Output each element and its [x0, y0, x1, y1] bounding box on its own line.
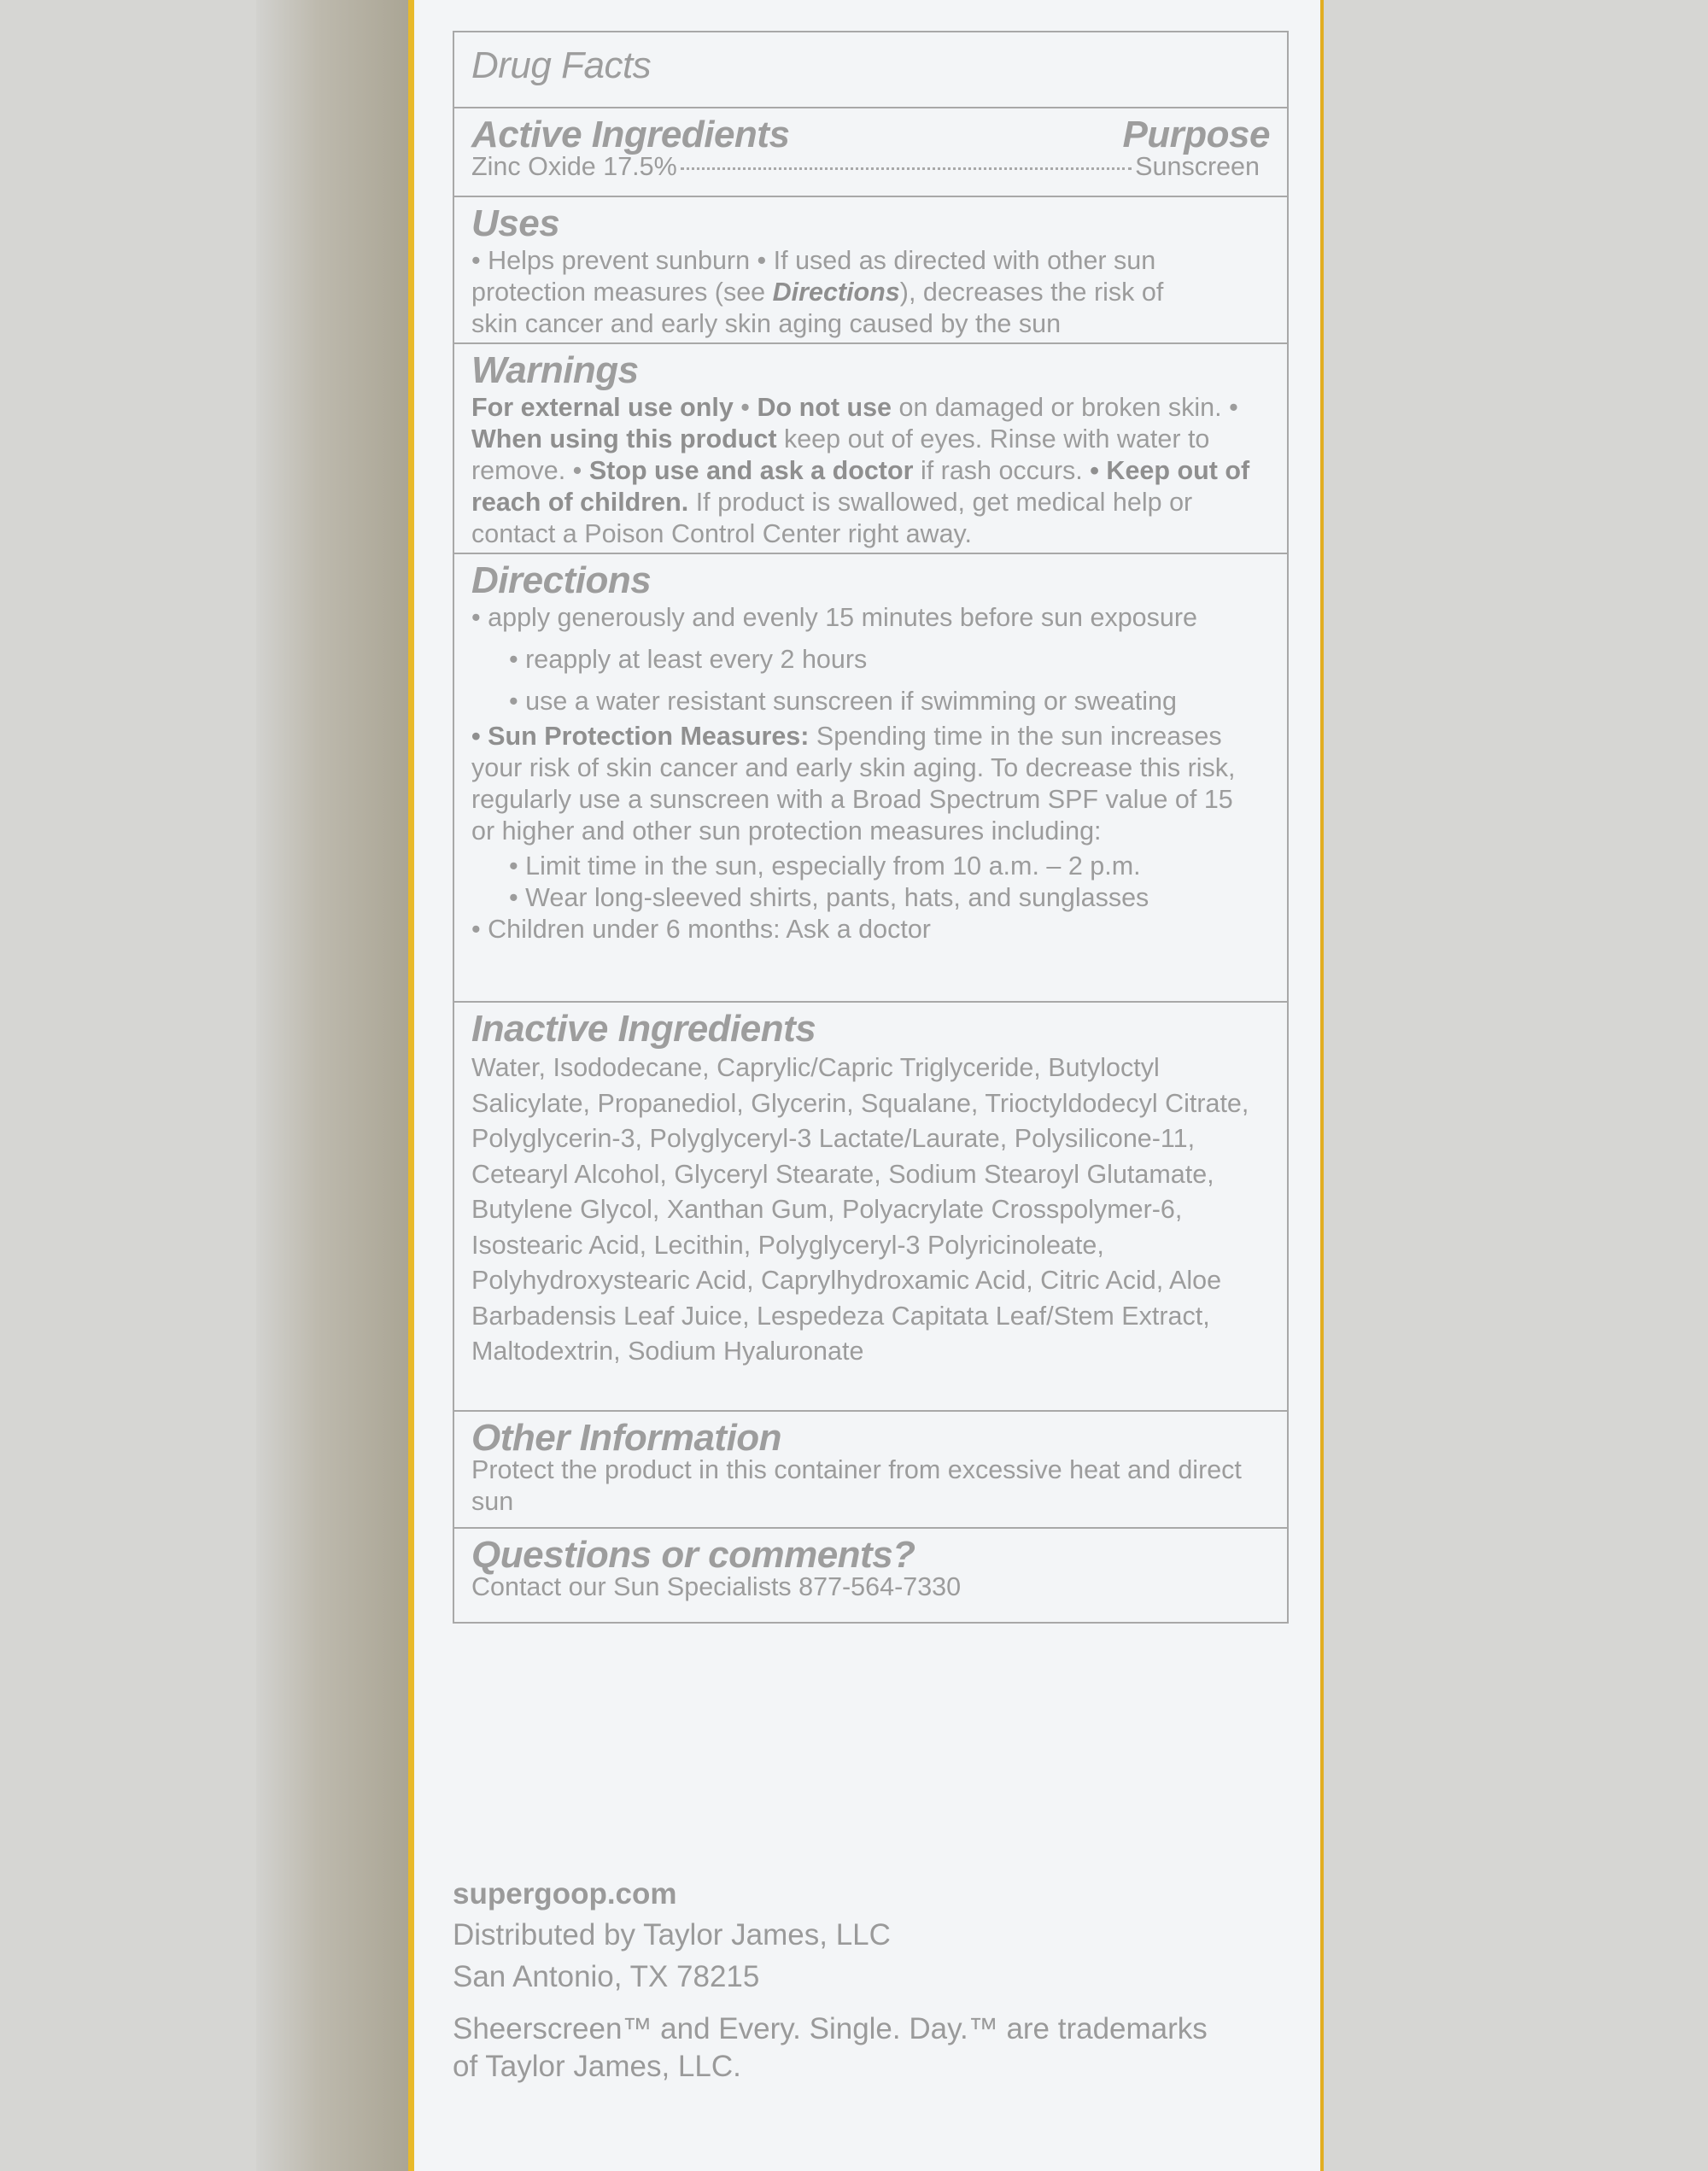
inactive-text: Water, Isododecane, Caprylic/Capric Triglyceride, Butyloctyl Salicylate, Propanediol, Glycerin, Squalane, Trioctyldodecyl Citrate, Polyglycerin-3, Polyglyceryl-3 Lactate/Laurate, Polysilicone-11, Cetearyl Alcohol, Glyceryl Stearate, Sodium Stearoyl Glutamate, Butylene Glycol, Xanthan Gum, Polyacrylate Crosspolymer-6, Isostearic Acid, Lecithin, Polyglyceryl-3 Polyricinoleate, Polyhydroxystearic Acid, Caprylhydroxamic Acid, Citric Acid, Aloe Barbadensis Leaf Juice, Lespedeza Capitata Leaf/Stem Extract, Maltodextrin, Sodium Hyaluronate	[471, 1053, 1249, 1366]
drug-facts-title: Drug Facts	[471, 44, 652, 86]
spm-text: Spending time in the sun increases your risk of skin cancer and early skin aging. To decrease this risk, regularly use a sunscreen with a Broad Spectrum SPF value of 15 or higher and other sun protection measures including:	[471, 722, 1236, 846]
w-bold: • Keep out of reach of children.	[471, 456, 1250, 517]
warnings-heading: Warnings	[471, 349, 639, 391]
warnings-section	[454, 342, 1287, 553]
trademark-line-2: of Taylor James, LLC.	[453, 2050, 741, 2083]
active-ingredients-section	[454, 107, 1287, 196]
questions-section	[454, 1527, 1287, 1622]
direction-item: • Children under 6 months: Ask a doctor	[471, 915, 931, 944]
direction-item: • Limit time in the sun, especially from 10 a.m. – 2 p.m.	[509, 851, 1141, 881]
w-bold: Do not use	[757, 393, 892, 422]
w-text: on damaged or broken skin. •	[892, 393, 1238, 422]
uses-text	[471, 245, 1270, 340]
drug-facts-title-section	[454, 32, 1287, 107]
direction-item: • use a water resistant sunscreen if swimming or sweating	[509, 687, 1177, 716]
directions-heading: Directions	[471, 559, 652, 601]
w-bold: When using this product	[471, 424, 777, 454]
warnings-text	[471, 392, 1270, 550]
uses-section	[454, 196, 1287, 342]
questions-heading: Questions or comments?	[471, 1534, 915, 1576]
background-shadow	[256, 0, 414, 2171]
uses-line	[471, 277, 1270, 308]
distributor: Distributed by Taylor James, LLC	[453, 1918, 891, 1952]
directions-ref: Directions	[772, 278, 900, 307]
uses-heading: Uses	[471, 202, 560, 244]
other-heading: Other Information	[471, 1417, 782, 1459]
uses-line: skin cancer and early skin aging caused by the sun	[471, 309, 1062, 338]
w-bold: Stop use and ask a doctor	[588, 456, 914, 485]
questions-text: Contact our Sun Specialists 877-564-7330	[471, 1572, 962, 1601]
uses-text-part: ), decreases the risk of	[899, 278, 1164, 307]
inactive-ingredients-section	[454, 1001, 1287, 1410]
other-information-section	[454, 1410, 1287, 1527]
w-text: keep out of eyes. Rinse with water to remove. •	[471, 424, 1210, 485]
w-text: If product is swallowed, get medical help or contact a Poison Control Center right away.	[471, 488, 1193, 548]
address: San Antonio, TX 78215	[453, 1960, 760, 1993]
spm-label: • Sun Protection Measures:	[471, 722, 810, 751]
other-text: Protect the product in this container from excessive heat and direct sun	[471, 1455, 1242, 1516]
directions-text	[471, 602, 1270, 945]
uses-text-part: protection measures (see	[471, 278, 773, 307]
purpose-heading: Purpose	[1122, 114, 1270, 155]
drug-facts-box	[453, 31, 1289, 1624]
w-text: •	[733, 393, 757, 422]
inactive-heading: Inactive Ingredients	[471, 1008, 816, 1050]
dot-leader	[681, 167, 1132, 170]
direction-item: • reapply at least every 2 hours	[509, 645, 868, 674]
w-bold: For external use only	[471, 393, 734, 422]
active-purpose: Sunscreen	[1135, 152, 1260, 181]
trademark-line-1: Sheerscreen™ and Every. Single. Day.™ are trademarks	[453, 2012, 1208, 2045]
direction-item: • apply generously and evenly 15 minutes before sun exposure	[471, 603, 1197, 632]
active-heading: Active Ingredients	[471, 114, 790, 155]
direction-item: • Wear long-sleeved shirts, pants, hats, and sunglasses	[509, 883, 1149, 912]
directions-section	[454, 553, 1287, 1001]
w-text: if rash occurs.	[913, 456, 1091, 485]
website-link[interactable]: supergoop.com	[453, 1877, 677, 1911]
uses-line: • Helps prevent sunburn • If used as directed with other sun	[471, 246, 1156, 275]
active-ingredient: Zinc Oxide 17.5%	[471, 152, 677, 181]
